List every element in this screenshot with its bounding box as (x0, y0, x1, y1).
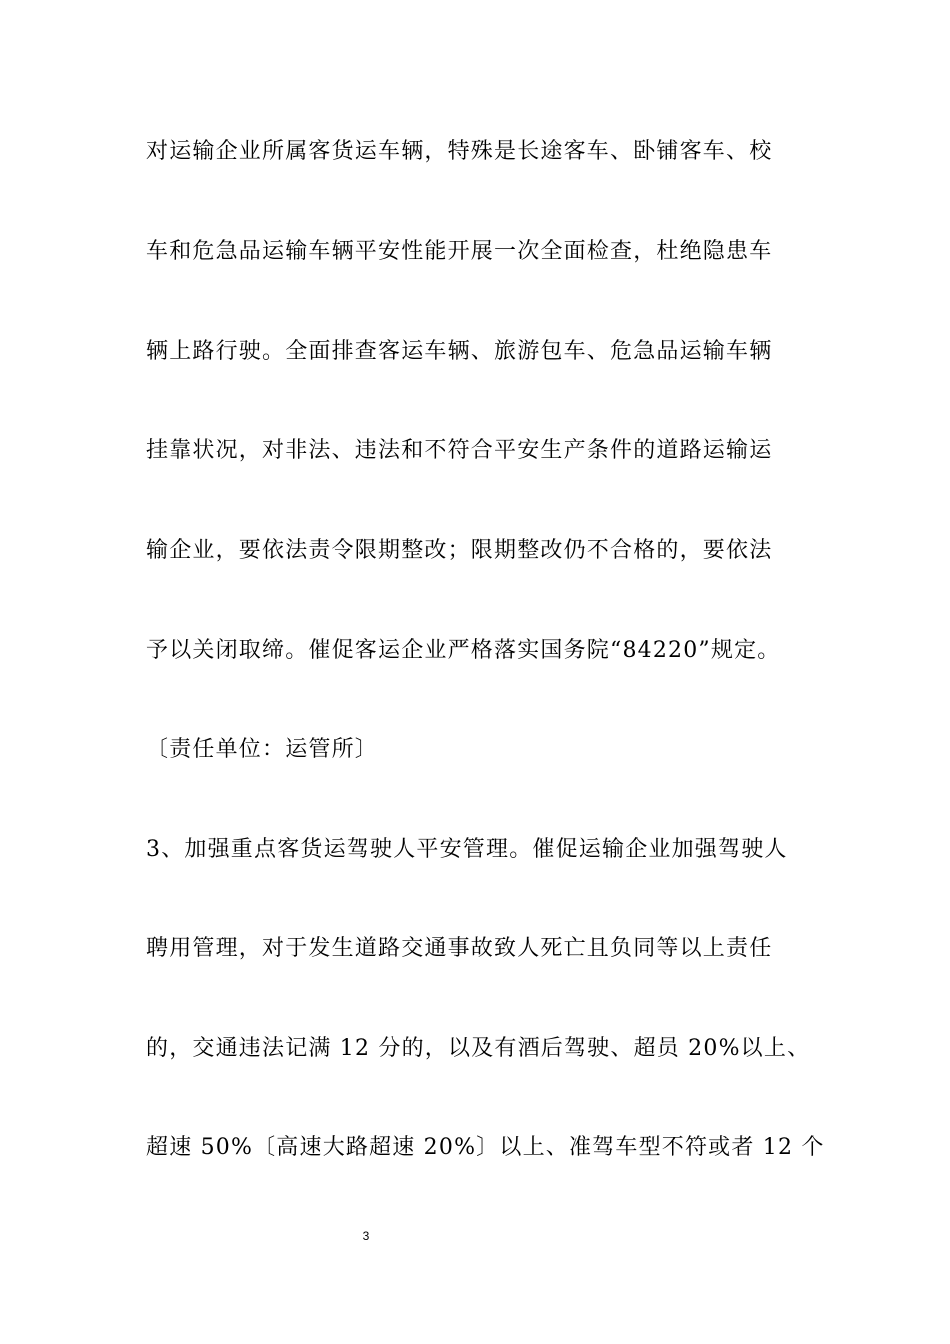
responsible-unit-line: 〔责任单位：运管所〕 (146, 737, 379, 762)
body-text-line: 辆上路行驶。全面排查客运车辆、旅游包车、危急品运输车辆 (146, 339, 773, 364)
section-heading-line: 3、加强重点客货运驾驶人平安管理。催促运输企业加强驾驶人 (146, 837, 788, 862)
body-text-line: 予以关闭取缔。催促客运企业严格落实国务院“84220”规定。 (146, 638, 781, 663)
body-text-line: 挂靠状况，对非法、违法和不符合平安生产条件的道路运输运 (146, 438, 773, 463)
body-text-line: 聘用管理，对于发生道路交通事故致人死亡且负同等以上责任 (146, 936, 773, 961)
body-text-line: 对运输企业所属客货运车辆，特殊是长途客车、卧铺客车、校 (146, 139, 773, 164)
body-text-line: 输企业，要依法责令限期整改；限期整改仍不合格的，要依法 (146, 538, 773, 563)
page-number: 3 (362, 1229, 370, 1243)
body-text-line: 超速 50%〔高速大路超速 20%〕以上、准驾车型不符或者 12 个 (146, 1135, 825, 1160)
body-text-line: 车和危急品运输车辆平安性能开展一次全面检查，杜绝隐患车 (146, 239, 773, 264)
body-text-line: 的，交通违法记满 12 分的，以及有酒后驾驶、超员 20%以上、 (146, 1036, 811, 1061)
